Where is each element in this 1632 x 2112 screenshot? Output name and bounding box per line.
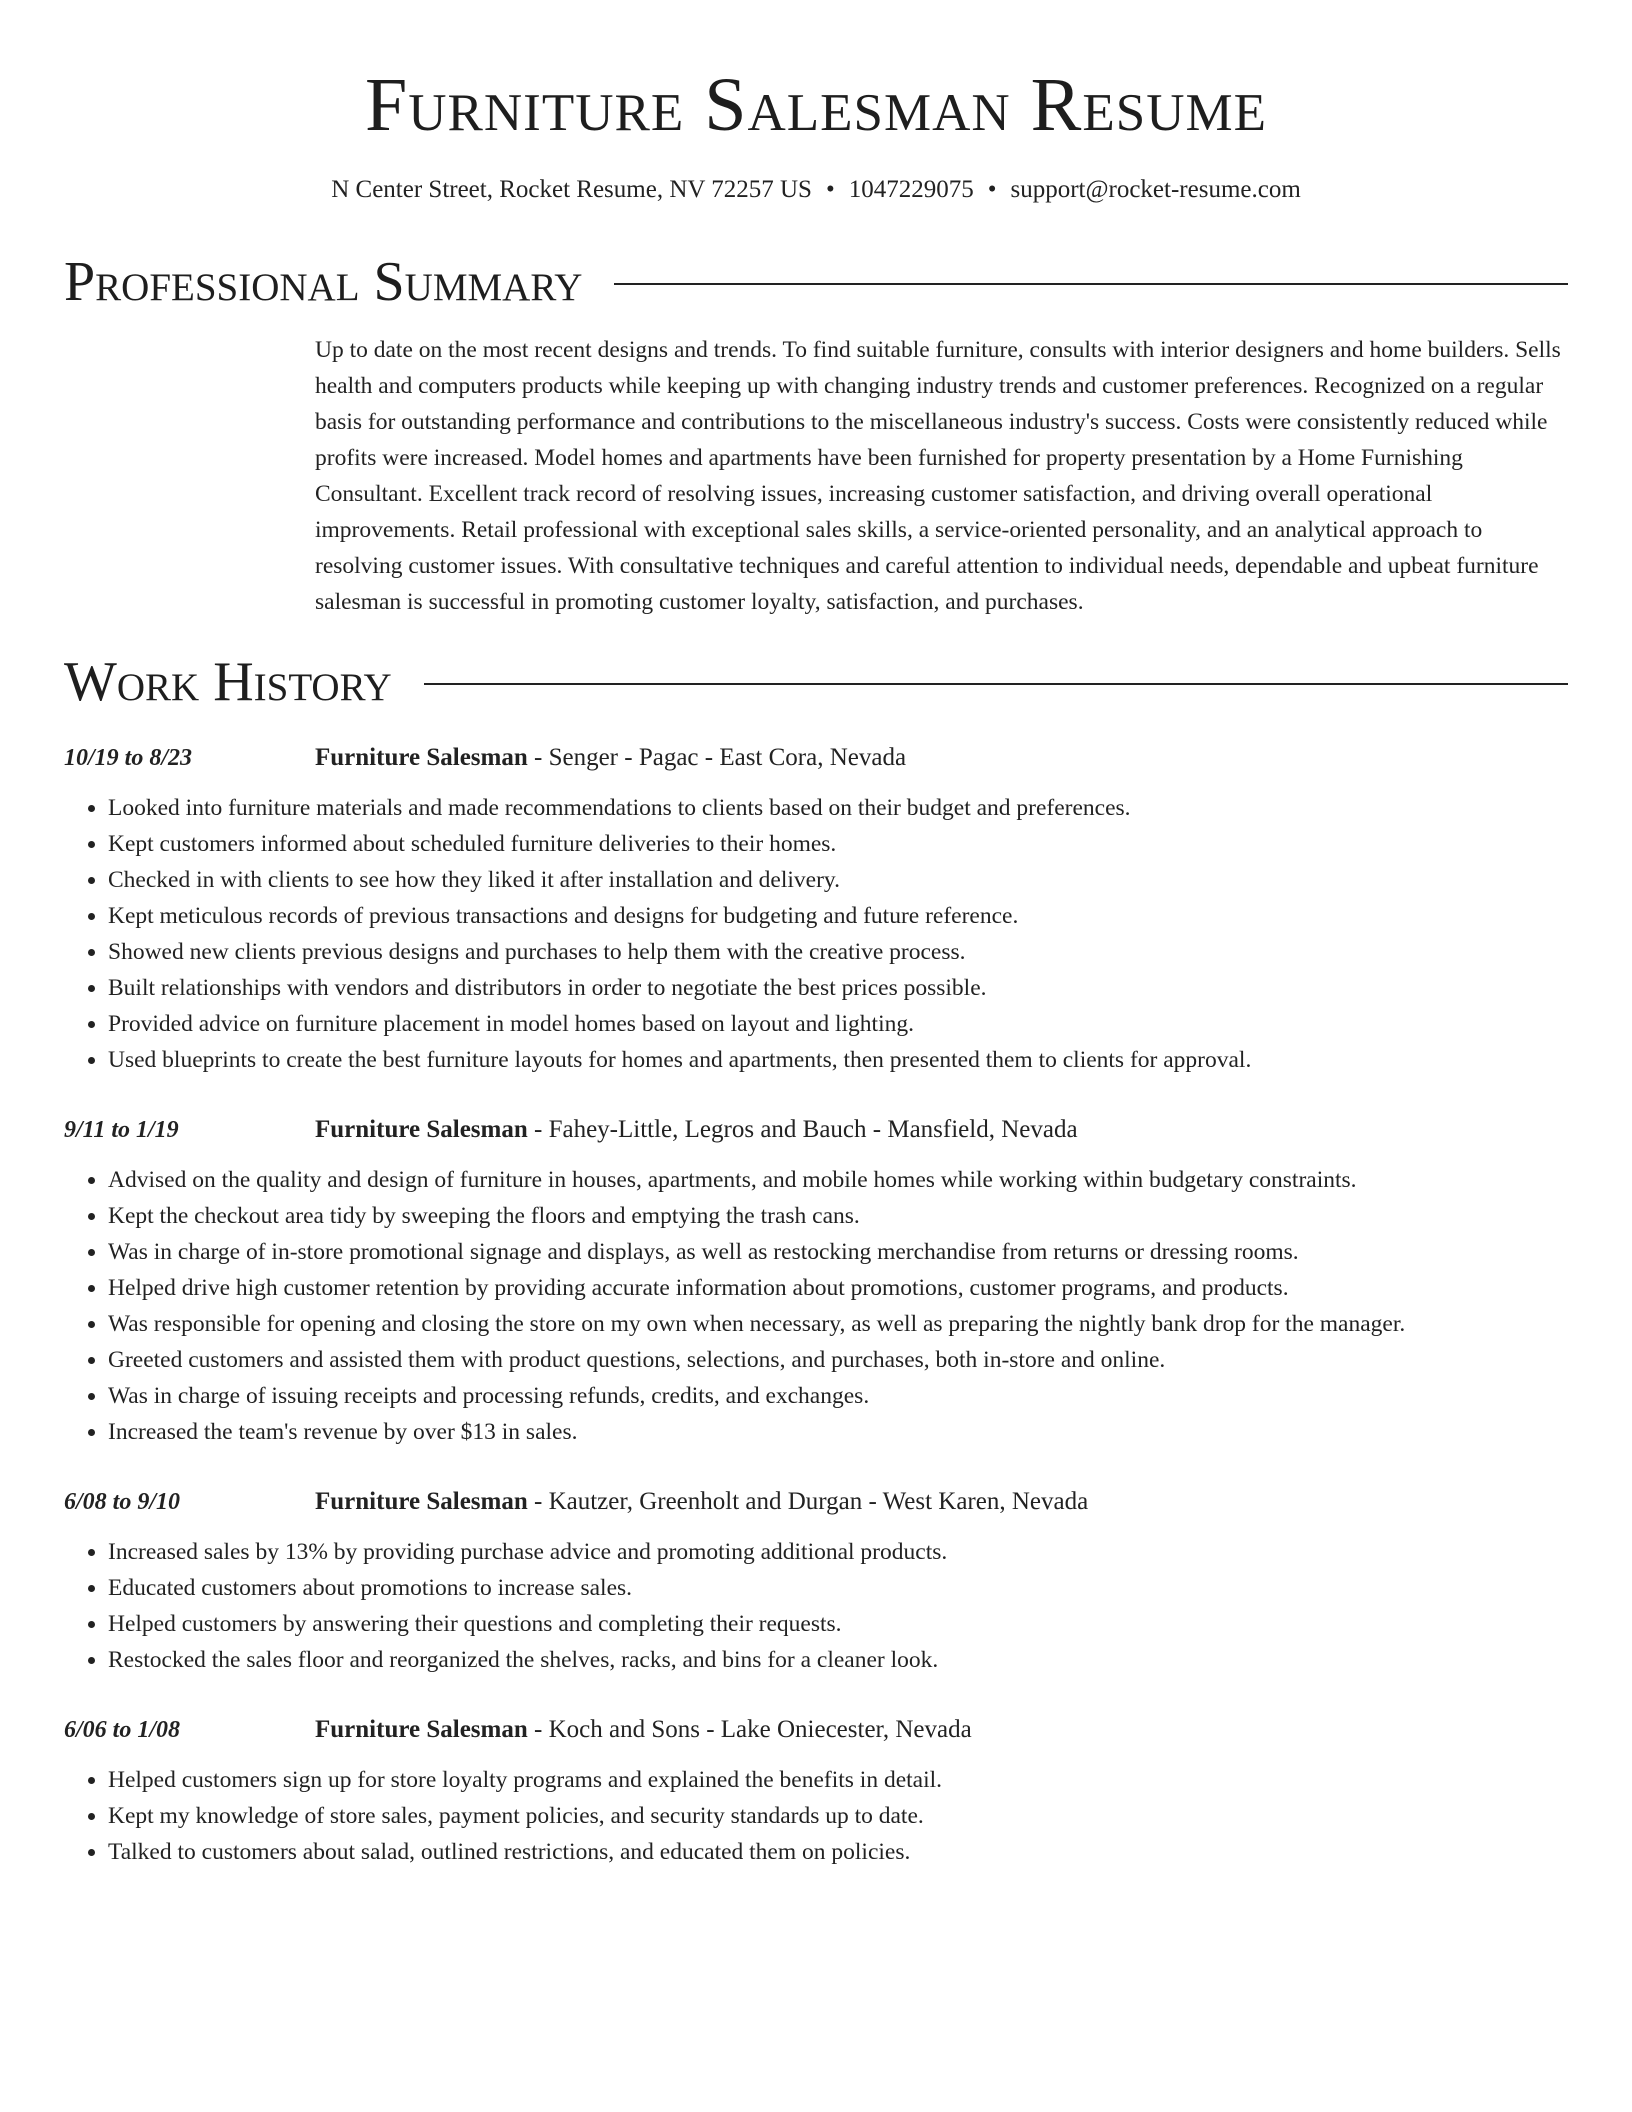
job-title-line	[315, 1712, 972, 1748]
separator: •	[987, 176, 997, 203]
duty-item: • Increased sales by 13% by providing purchase advice and promoting additional products.	[108, 1534, 1568, 1570]
job-header	[64, 1112, 1568, 1148]
job-dates: 10/19 to 8/23	[64, 745, 193, 771]
duty-item: • Kept my knowledge of store sales, payment policies, and security standards up to date.	[108, 1798, 1568, 1834]
duty-item: • Helped customers by answering their questions and completing their requests.	[108, 1606, 1568, 1642]
work-history-heading: Work History	[64, 651, 392, 713]
job-title-line	[315, 1484, 1088, 1520]
job-title-line	[315, 740, 906, 776]
duty-item: • Kept meticulous records of previous transactions and designs for budgeting and future reference.	[108, 898, 1568, 934]
job-duties-list	[64, 790, 1568, 1078]
job-dates: 9/11 to 1/19	[64, 1117, 179, 1143]
duty-item: • Increased the team's revenue by over $13 in sales.	[108, 1414, 1568, 1450]
job-role: Furniture Salesman	[315, 1116, 528, 1143]
section-divider	[424, 683, 1568, 685]
duty-item: • Was in charge of issuing receipts and processing refunds, credits, and exchanges.	[108, 1378, 1568, 1414]
duty-item: • Showed new clients previous designs and purchases to help them with the creative process.	[108, 934, 1568, 970]
duty-item: • Was in charge of in-store promotional signage and displays, as well as restocking merchandise from returns or dressing rooms.	[108, 1234, 1568, 1270]
job-duties-list	[64, 1534, 1568, 1678]
section-divider	[614, 283, 1568, 285]
duty-item: • Educated customers about promotions to increase sales.	[108, 1570, 1568, 1606]
job-employer: - Koch and Sons - Lake Oniecester, Nevada	[527, 1716, 972, 1743]
phone: 1047229075	[848, 176, 974, 203]
job-header	[64, 1712, 1568, 1748]
job-header	[64, 1484, 1568, 1520]
job-role: Furniture Salesman	[315, 1488, 528, 1515]
duty-item: • Restocked the sales floor and reorganized the shelves, racks, and bins for a cleaner look.	[108, 1642, 1568, 1678]
duty-item: • Advised on the quality and design of furniture in houses, apartments, and mobile homes while working within budgetary constraints.	[108, 1162, 1568, 1198]
job-employer: - Kautzer, Greenholt and Durgan - West Karen, Nevada	[527, 1488, 1089, 1515]
duty-item: • Checked in with clients to see how they liked it after installation and delivery.	[108, 862, 1568, 898]
summary-text: Up to date on the most recent designs and trends. To find suitable furniture, consults with interior designers and home builders. Sells health and computers products while keeping up with changing industry trends and customer preferences. Recognized on a regular basis for outstanding performance and contributions to the miscellaneous industry's success. Costs were consistently reduced while profits were increased. Model homes and apartments have been furnished for property presentation by a Home Furnishing Consultant. Excellent track record of resolving issues, increasing customer satisfaction, and driving overall operational improvements. Retail professional with exceptional sales skills, a service-oriented personality, and an analytical approach to resolving customer issues. With consultative techniques and careful attention to individual needs, dependable and upbeat furniture salesman is successful in promoting customer loyalty, satisfaction, and purchases.	[315, 337, 1561, 615]
summary-heading: Professional Summary	[64, 251, 583, 313]
job-duties-list	[64, 1162, 1568, 1450]
email: support@rocket-resume.com	[1010, 176, 1301, 203]
contact-line	[64, 174, 1568, 206]
duty-item: • Used blueprints to create the best furniture layouts for homes and apartments, then presented them to clients for approval.	[108, 1042, 1568, 1078]
job-role: Furniture Salesman	[315, 1716, 528, 1743]
duty-item: • Looked into furniture materials and made recommendations to clients based on their budget and preferences.	[108, 790, 1568, 826]
resume-title: Furniture Salesman Resume	[365, 63, 1267, 147]
job-role: Furniture Salesman	[315, 744, 528, 771]
duty-item: • Kept the checkout area tidy by sweeping the floors and emptying the trash cans.	[108, 1198, 1568, 1234]
duty-item: • Helped drive high customer retention by providing accurate information about promotions, customer programs, and products.	[108, 1270, 1568, 1306]
duty-item: • Kept customers informed about scheduled furniture deliveries to their homes.	[108, 826, 1568, 862]
duty-item: • Built relationships with vendors and distributors in order to negotiate the best prices possible.	[108, 970, 1568, 1006]
job-dates: 6/06 to 1/08	[64, 1717, 181, 1743]
duty-item: • Talked to customers about salad, outlined restrictions, and educated them on policies.	[108, 1834, 1568, 1870]
separator: •	[825, 176, 835, 203]
job-duties-list	[64, 1762, 1568, 1870]
job-title-line	[315, 1112, 1078, 1148]
job-list	[64, 740, 1568, 1870]
duty-item: • Was responsible for opening and closing the store on my own when necessary, as well as preparing the nightly bank drop for the manager.	[108, 1306, 1568, 1342]
job-employer: - Fahey-Little, Legros and Bauch - Mansfield, Nevada	[527, 1116, 1078, 1143]
summary-section-header	[64, 250, 1568, 314]
job-entry	[64, 1712, 1568, 1870]
work-history-section-header	[64, 650, 1568, 714]
job-entry	[64, 1112, 1568, 1450]
job-header	[64, 740, 1568, 776]
job-entry	[64, 1484, 1568, 1678]
duty-item: • Provided advice on furniture placement in model homes based on layout and lighting.	[108, 1006, 1568, 1042]
job-entry	[64, 740, 1568, 1078]
duty-item: • Helped customers sign up for store loyalty programs and explained the benefits in detail.	[108, 1762, 1568, 1798]
job-dates: 6/08 to 9/10	[64, 1489, 181, 1515]
job-employer: - Senger - Pagac - East Cora, Nevada	[527, 744, 907, 771]
address: N Center Street, Rocket Resume, NV 72257 US	[331, 176, 812, 203]
duty-item: • Greeted customers and assisted them with product questions, selections, and purchases, both in-store and online.	[108, 1342, 1568, 1378]
